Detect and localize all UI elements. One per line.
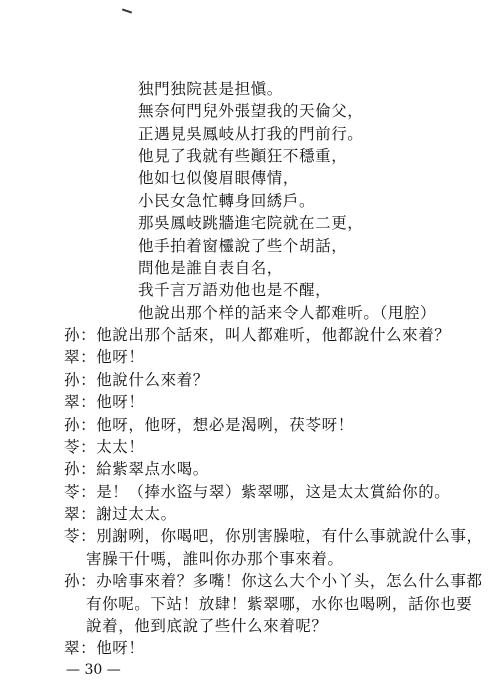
verse-line: 独門独院甚是担愼。 xyxy=(138,80,283,98)
speaker-label: 孙： xyxy=(64,326,97,345)
speech-continuation: 有你呢。下站！放肆！紫翠哪，水你也喝咧，話你也要 xyxy=(86,594,473,613)
verse-line: 問他是誰自表自名， xyxy=(138,258,283,277)
dialogue-line xyxy=(64,525,483,547)
speaker-label: 孙： xyxy=(64,460,97,479)
speech-text: 他說出那个話來，叫人都难听，他都說什么來着？ xyxy=(96,326,451,345)
speaker-label: 苓： xyxy=(64,527,97,546)
speech-text: 是！（捧水盜与翠）紫翠哪，这是太太賞給你的。 xyxy=(96,482,451,501)
dialogue-line xyxy=(64,369,209,391)
speech-text: 办啥事來着？多嘴！你这么大个小丫头，怎么什么事都 xyxy=(96,572,483,591)
speech-text: 他呀！ xyxy=(96,348,145,367)
dialogue-line xyxy=(64,436,145,458)
speaker-label: 孙： xyxy=(64,572,97,591)
dialogue-line xyxy=(64,346,145,368)
speaker-label: 翠： xyxy=(64,639,97,658)
speaker-label: 孙： xyxy=(64,415,97,434)
speaker-label: 翠： xyxy=(64,505,97,524)
dialogue-line xyxy=(64,637,145,659)
dialogue-line xyxy=(64,570,483,592)
speaker-label: 翠： xyxy=(64,348,97,367)
verse-line: 那吳鳳岐跳牆進宅院就在二更， xyxy=(138,214,364,233)
speaker-label: 孙： xyxy=(64,370,97,389)
speech-text: 他呀！ xyxy=(96,639,145,658)
speaker-label: 翠： xyxy=(64,393,97,412)
speech-continuation: 害臊干什嗎，誰叫你办那个事來着。 xyxy=(86,549,344,568)
verse-line: 他如乜似傻眉眼傳情， xyxy=(138,169,300,188)
dialogue-line xyxy=(64,324,450,346)
speech-text: 給紫翠点水喝。 xyxy=(96,460,209,479)
speech-text: 謝过太太。 xyxy=(96,505,177,524)
dialogue-line xyxy=(64,414,354,436)
speech-text: 他呀，他呀，想必是渴咧，茯苓呀！ xyxy=(96,415,354,434)
speech-text: 他說什么來着？ xyxy=(96,370,209,389)
print-mark xyxy=(122,9,132,14)
verse-line: 小民女急忙轉身回綉戶。 xyxy=(138,191,316,210)
speech-text: 太太！ xyxy=(96,437,145,456)
verse-line: 無奈何門兒外張望我的天倫父， xyxy=(138,102,364,121)
dialogue-line xyxy=(64,503,177,525)
page-number: — 30 — xyxy=(66,661,121,678)
verse-line: 我千言万語劝他也是不醒， xyxy=(138,281,332,300)
verse-line: 他手拍着窗欞說了些个胡話， xyxy=(138,236,348,255)
speaker-label: 苓： xyxy=(64,437,97,456)
speech-continuation: 說着，他到底說了些什么來着呢？ xyxy=(86,616,328,635)
dialogue-line xyxy=(64,481,450,503)
dialogue-line xyxy=(64,391,145,413)
speaker-label: 苓： xyxy=(64,482,97,501)
dialogue-line xyxy=(64,458,209,480)
verse-line: 他見了我就有些顚狂不穩重， xyxy=(138,147,348,166)
speech-text: 他呀！ xyxy=(96,393,145,412)
speech-text: 別謝咧，你喝吧，你別害臊啦，有什么事就說什么事， xyxy=(96,527,483,546)
verse-line: 他說出那个样的話来令人都难听。（甩腔） xyxy=(138,303,437,322)
verse-line: 正遇見吳鳳岐从打我的門前行。 xyxy=(138,124,364,143)
